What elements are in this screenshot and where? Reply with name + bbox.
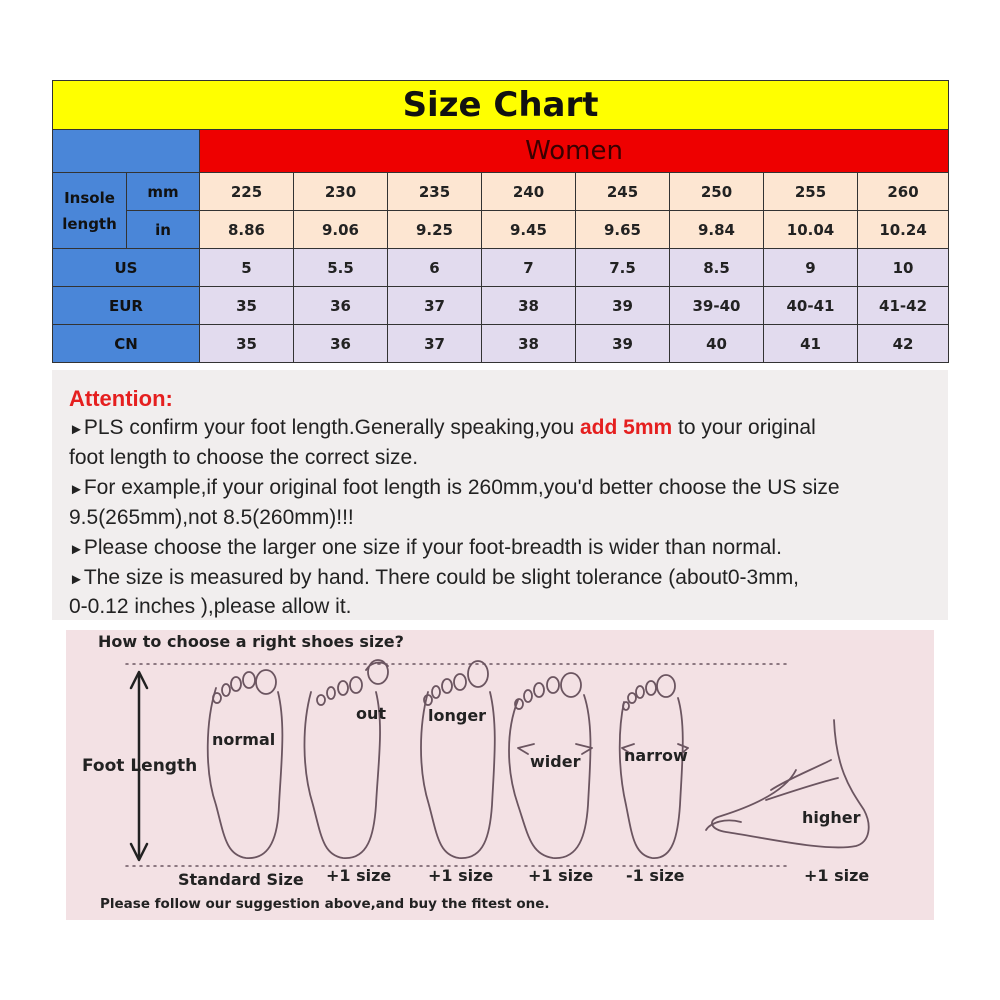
- line3-text: For example,if your original foot length is 260mm,you'd better choose the US size: [83, 476, 840, 499]
- size-chart-table: [52, 80, 949, 363]
- out-label: out: [356, 704, 387, 723]
- chart-title: Size Chart: [53, 81, 949, 130]
- eur-cell: 36: [294, 287, 388, 325]
- insole-label-line1: Insole: [64, 188, 115, 207]
- cn-cell: 40: [670, 325, 764, 363]
- attention-line-2: foot length to choose the correct size.: [69, 446, 419, 469]
- bullet-icon: ►: [69, 481, 84, 498]
- mm-cell: 260: [858, 173, 949, 211]
- eur-cell: 41-42: [858, 287, 949, 325]
- us-cell: 10: [858, 249, 949, 287]
- foot-narrow-icon: [620, 698, 683, 858]
- bullet-icon: ►: [69, 541, 84, 558]
- guide-footer: Please follow our suggestion above,and buy the fitest one.: [100, 896, 550, 912]
- cn-cell: 38: [482, 325, 576, 363]
- attention-panel: [52, 370, 948, 620]
- us-cell: 9: [764, 249, 858, 287]
- mm-cell: 255: [764, 173, 858, 211]
- unit-in-label: in: [127, 211, 200, 249]
- us-cell: 6: [388, 249, 482, 287]
- bullet-icon: ►: [69, 421, 84, 438]
- mm-cell: 225: [200, 173, 294, 211]
- attention-line-5: [69, 536, 782, 560]
- out-size-label: +1 size: [326, 866, 392, 885]
- category-header: Women: [200, 130, 949, 173]
- cn-cell: 36: [294, 325, 388, 363]
- mm-cell: 250: [670, 173, 764, 211]
- cn-cell: 39: [576, 325, 670, 363]
- mm-cell: 230: [294, 173, 388, 211]
- foot-normal-icon: [208, 688, 283, 858]
- foot-higher-icon: [712, 720, 869, 847]
- mm-cell: 245: [576, 173, 670, 211]
- eur-cell: 37: [388, 287, 482, 325]
- attention-colon: :: [165, 386, 173, 411]
- line5-text: Please choose the larger one size if your foot-breadth is wider than normal.: [83, 536, 782, 559]
- normal-label: normal: [212, 730, 276, 749]
- line1-highlight: add 5mm: [579, 416, 673, 439]
- eur-cell: 40-41: [764, 287, 858, 325]
- in-cell: 9.84: [670, 211, 764, 249]
- wider-size-label: +1 size: [528, 866, 594, 885]
- cn-cell: 42: [858, 325, 949, 363]
- attention-title-text: Attention: [69, 386, 166, 411]
- cn-cell: 41: [764, 325, 858, 363]
- us-cell: 7: [482, 249, 576, 287]
- us-cell: 5: [200, 249, 294, 287]
- attention-title: [69, 386, 173, 412]
- cn-label: CN: [53, 325, 200, 363]
- insole-length-label: [53, 173, 127, 249]
- in-cell: 9.45: [482, 211, 576, 249]
- in-cell: 9.06: [294, 211, 388, 249]
- wider-label: wider: [530, 752, 581, 771]
- header-blank-cell: [53, 130, 200, 173]
- in-cell: 9.65: [576, 211, 670, 249]
- line1-post: to your original: [672, 416, 816, 439]
- foot-length-label: Foot Length: [82, 756, 198, 776]
- eur-cell: 38: [482, 287, 576, 325]
- in-cell: 8.86: [200, 211, 294, 249]
- cn-cell: 37: [388, 325, 482, 363]
- cn-cell: 35: [200, 325, 294, 363]
- standard-size-label: Standard Size: [178, 870, 304, 889]
- unit-mm-label: mm: [127, 173, 200, 211]
- higher-size-label: +1 size: [804, 866, 870, 885]
- mm-cell: 240: [482, 173, 576, 211]
- guide-heading: How to choose a right shoes size?: [98, 632, 404, 651]
- attention-line-4: 9.5(265mm),not 8.5(260mm)!!!: [69, 506, 354, 529]
- eur-label: EUR: [53, 287, 200, 325]
- longer-label: longer: [428, 706, 487, 725]
- eur-cell: 39: [576, 287, 670, 325]
- foot-guide-panel: [66, 630, 934, 920]
- in-cell: 10.24: [858, 211, 949, 249]
- narrow-label: narrow: [624, 746, 688, 765]
- attention-line-3: [69, 476, 840, 500]
- us-cell: 8.5: [670, 249, 764, 287]
- longer-size-label: +1 size: [428, 866, 494, 885]
- line1-pre: PLS confirm your foot length.Generally speaking,you: [83, 416, 580, 439]
- in-cell: 9.25: [388, 211, 482, 249]
- in-cell: 10.04: [764, 211, 858, 249]
- attention-line-1: [69, 416, 816, 440]
- us-cell: 7.5: [576, 249, 670, 287]
- bullet-icon: ►: [69, 571, 84, 588]
- narrow-size-label: -1 size: [626, 866, 685, 885]
- line6-text: The size is measured by hand. There could be slight tolerance (about0-3mm,: [83, 566, 800, 589]
- us-cell: 5.5: [294, 249, 388, 287]
- eur-cell: 39-40: [670, 287, 764, 325]
- insole-label-line2: length: [62, 214, 117, 233]
- foot-wider-icon: [509, 695, 591, 858]
- attention-line-7: 0-0.12 inches ),please allow it.: [69, 595, 352, 618]
- us-label: US: [53, 249, 200, 287]
- attention-line-6: [69, 566, 799, 590]
- higher-label: higher: [802, 808, 861, 827]
- eur-cell: 35: [200, 287, 294, 325]
- mm-cell: 235: [388, 173, 482, 211]
